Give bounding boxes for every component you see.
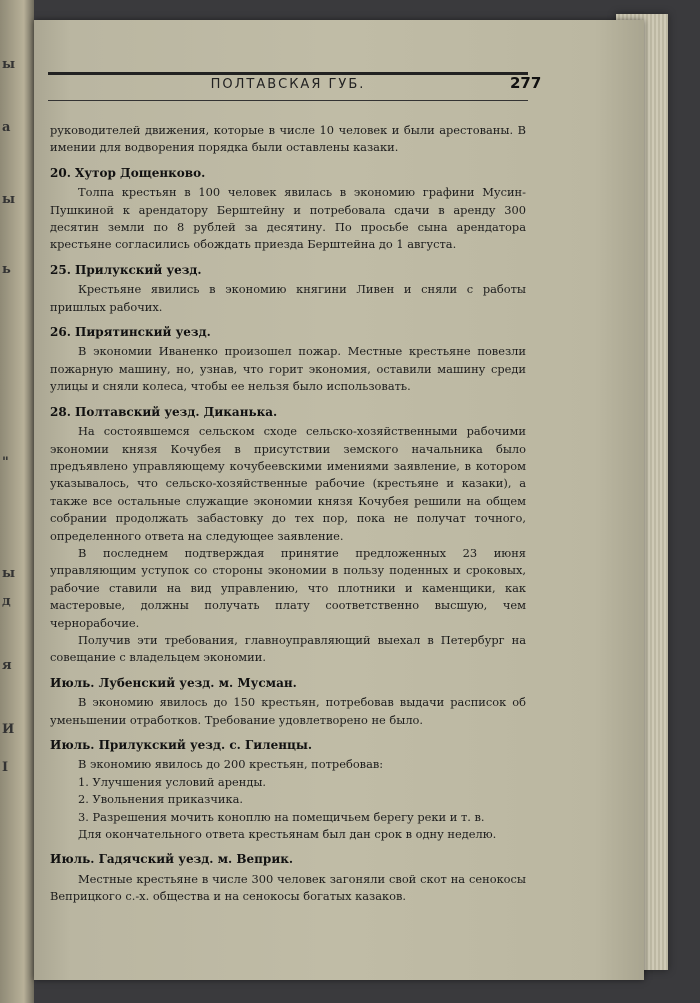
section-heading: 26. Пирятинский уезд. [50,325,211,340]
facing-page-edge [0,0,34,1003]
paragraph: На состоявшемся сельском сходе сельско-хозяйственными рабочими экономии князя Кочубея в присутствии земского начальника было предъявлено управляющему кочубеевскими имениями заявление, в котором указывалось, что сельско-хозяйственные рабочие (крестьяне и казаки), а также все остальные служащие экономии князя Кочубея решили на общем собрании продолжать забастовку до тех пор, пока не получат точного, определенного ответа на следующее заявление. [50,424,526,543]
section-heading: Июль. Лубенский уезд. м. Мусман. [50,675,297,690]
book-page [34,20,644,980]
header-rule-thin [48,100,528,101]
section-heading: Июль. Гадячский уезд. м. Веприк. [50,852,294,867]
paragraph: В экономии Иваненко произошел пожар. Местные крестьяне повезли пожарную машину, но, узнав, что горит экономия, оставили машину среди улицы и сняли колеса, чтобы ее нельзя было использовать. [50,344,526,394]
paragraph: В экономию явилось до 150 крестьян, потребовав выдачи расписок об уменьшении отработков. Требование удовлетворено не было. [50,695,526,727]
header-rule [48,72,528,75]
facing-page-fragment: И [2,722,15,737]
page-body [50,122,526,906]
page-number: 277 [510,74,542,92]
facing-page-fragment: ь [2,262,11,277]
paragraph: Крестьяне явились в экономию княгини Ливен и сняли с работы пришлых рабочих. [50,282,526,314]
section-heading: 20. Хутор Дощенково. [50,165,206,180]
section-heading: Июль. Прилукский уезд. с. Гиленцы. [50,738,313,752]
list-item: 3. Разрешения мочить коноплю на помещичьем берегу реки и т. в. [78,809,485,824]
paragraph: Толпа крестьян в 100 человек явилась в экономию графини Мусин-Пушкиной к арендатору Берштейну и потребовала сдачи в аренду 300 десятин земли по 8 рублей за десятину. По просьбе сына арендатора крестьяне согласились обождать приезда Берштейна до 1 августа. [50,185,526,252]
running-title: ПОЛТАВСКАЯ ГУБ. [210,77,366,92]
paragraph: В экономию явилось до 200 крестьян, потребовав: [78,757,384,772]
facing-page-fragment: я [2,658,12,673]
paragraph: В последнем подтверждая принятие предложенных 23 июня управляющим уступок со стороны экономии в пользу поденных и сроковых, рабочие ставили на вид управлению, что плотники и каменщики, как мастеровые, должны получать плату соответственно высшую, чем чернорабочие. [50,545,526,630]
list-item: 1. Улучшения условий аренды. [78,774,267,789]
facing-page-fragment: I [2,760,9,775]
running-head [48,68,542,104]
section-heading: 28. Полтавский уезд. Диканька. [50,404,278,419]
facing-page-fragment: ы [2,566,16,581]
section-heading: 25. Прилукский уезд. [50,262,202,277]
paragraph: Получив эти требования, главноуправляющий выехал в Петербург на совещание с владельцем экономии. [50,632,526,665]
facing-page-fragment: ы [2,57,16,72]
paragraph: Местные крестьяне в числе 300 человек загоняли свой скот на сенокосы Веприцкого с.-х. общества и на сенокосы богатых казаков. [50,871,526,904]
facing-page-fragment: ы [2,192,16,207]
paragraph: руководителей движения, которые в числе 10 человек и были арестованы. В имении для водворения порядка были оставлены казаки. [50,123,526,155]
paragraph: Для окончательного ответа крестьянам был дан срок в одну неделю. [78,827,497,842]
list-item: 2. Увольнения приказчика. [78,792,244,807]
facing-page-fragment: " [2,455,9,470]
facing-page-fragment: д [2,594,11,609]
facing-page-fragment: а [2,120,11,135]
